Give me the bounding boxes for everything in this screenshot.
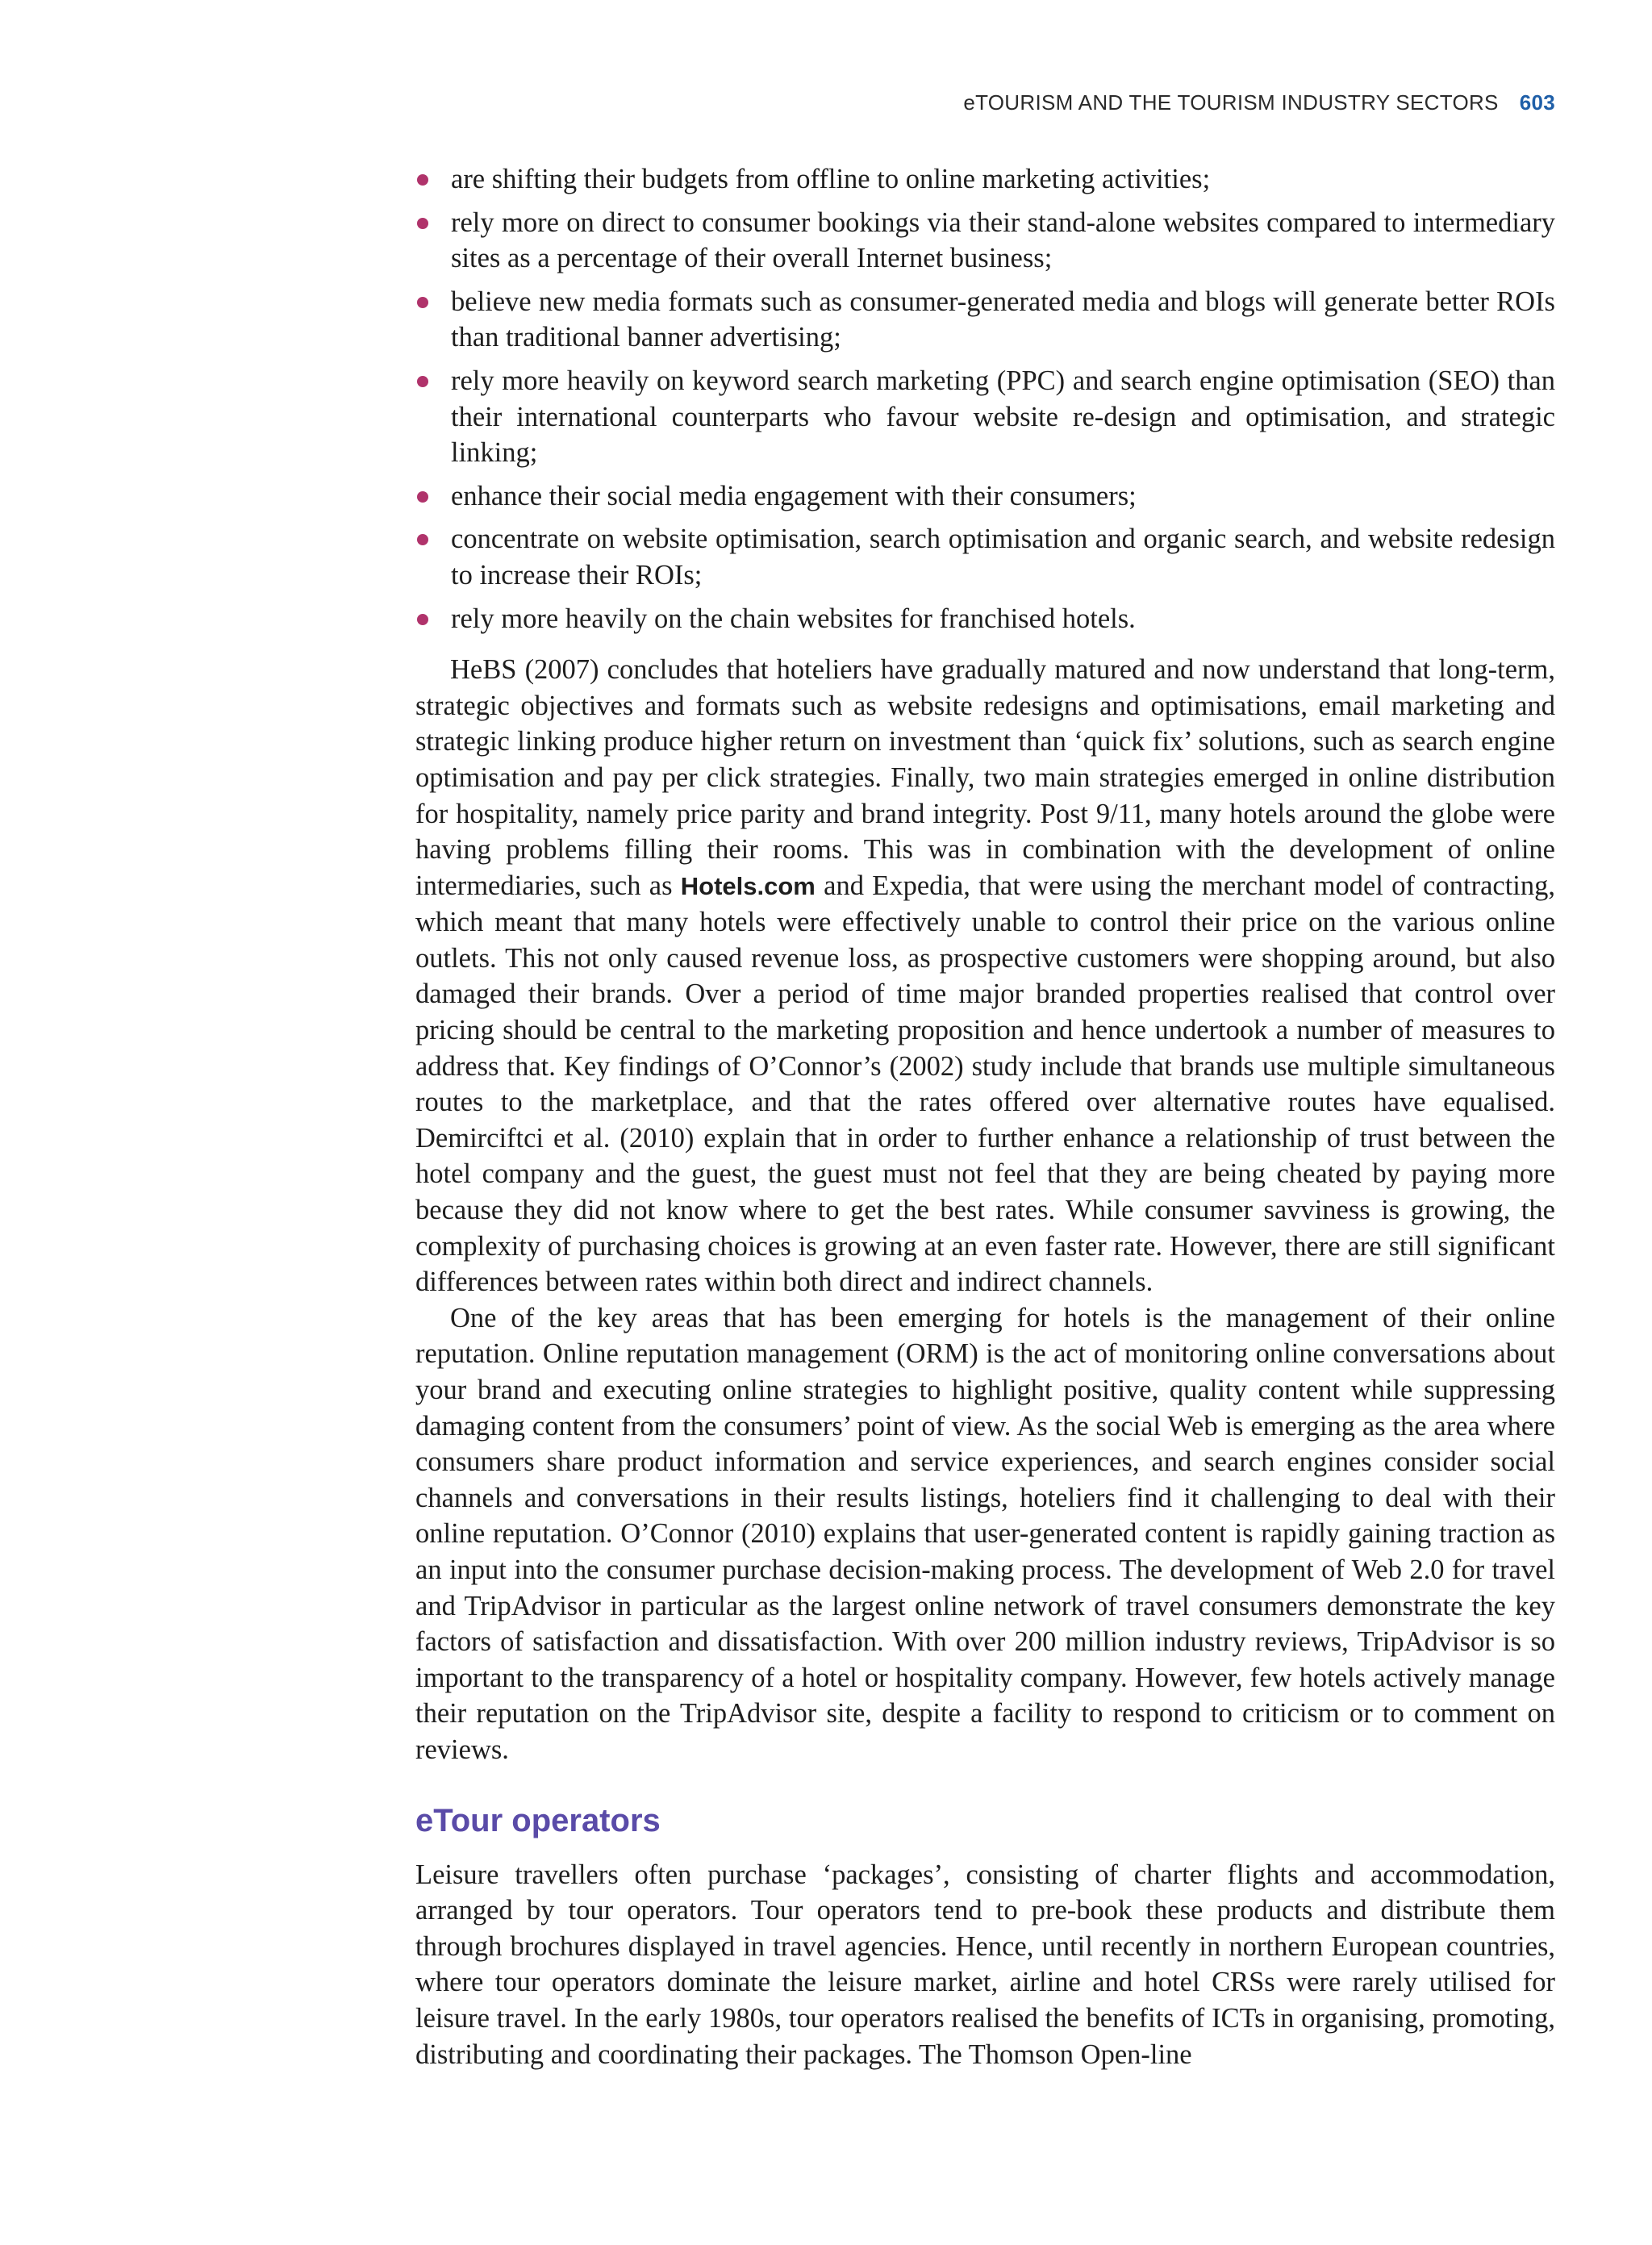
list-item	[415, 284, 1555, 356]
paragraph-text-continued: and Expedia, that were using the merchant model of contracting, which meant that many hotels were effectively unable to control their price on the various online outlets. This not only caused revenue loss, as prospective customers were shopping around, but also damaged their brands. Over a period of time major branded properties realised that control over pricing should be central to the marketing proposition and hence undertook a number of measures to address that. Key findings of O’Connor’s (2002) study include that brands use multiple simultaneous routes to the marketplace, and that the rates offered over alternative routes have equalised. Demirciftci et al. (2010) explain that in order to further enhance a relationship of trust between the hotel company and the guest, the guest must not feel that they are being cheated by paying more because they did not know where to get the best rates. While consumer savviness is growing, the complexity of purchasing choices is growing at an even faster rate. However, there are still significant differences between rates within both direct and indirect channels.	[415, 870, 1555, 1298]
section-heading: eTour operators	[415, 1802, 661, 1838]
bullet-list	[415, 161, 1555, 636]
list-item-text: enhance their social media engagement with their consumers;	[451, 480, 1137, 511]
list-item	[415, 205, 1555, 277]
bullet-icon	[417, 218, 428, 229]
paragraph-text: HeBS (2007) concludes that hoteliers have gradually matured and now understand that long-term, strategic objectives and formats such as website redesigns and optimisations, email marketing and strategic linking produce higher return on investment than ‘quick fix’ solutions, such as search engine optimisation and pay per click strategies. Finally, two main strategies emerged in online distribution for hospitality, namely price parity and brand integrity. Post 9/11, many hotels around the globe were having problems filling their rooms. This was in combination with the development of online intermediaries, such as	[415, 654, 1555, 901]
paragraph-tour-operators: Leisure travellers often purchase ‘packages’, consisting of charter flights and accommodation, arranged by tour operators. Tour operators tend to pre-book these products and distribute them through brochures displayed in travel agencies. Hence, until recently in northern European countries, where tour operators dominate the leisure market, airline and hotel CRSs were rarely utilised for leisure travel. In the early 1980s, tour operators realised the benefits of ICTs in organising, promoting, distributing and coordinating their packages. The Thomson Open-line	[415, 1859, 1555, 2070]
bullet-icon	[417, 534, 428, 545]
list-item	[415, 478, 1555, 515]
list-item-text: rely more heavily on the chain websites for franchised hotels.	[451, 603, 1136, 634]
hotels-com-name: Hotels.com	[680, 871, 816, 900]
page-body	[415, 161, 1555, 2072]
list-item-text: are shifting their budgets from offline to online marketing activities;	[451, 164, 1211, 194]
list-item	[415, 601, 1555, 637]
bullet-icon	[417, 614, 428, 625]
bullet-icon	[417, 297, 428, 308]
list-item-text: believe new media formats such as consumer-generated media and blogs will generate better ROIs than traditional banner advertising;	[451, 286, 1555, 353]
list-item-text: concentrate on website optimisation, search optimisation and organic search, and website redesign to increase their ROIs;	[451, 524, 1555, 590]
list-item	[415, 521, 1555, 593]
list-item-text: rely more heavily on keyword search marketing (PPC) and search engine optimisation (SEO) than their international counterparts who favour website re-design and optimisation, and strategic linking;	[451, 365, 1555, 469]
paragraph-hebs	[415, 652, 1555, 1300]
paragraph-orm: One of the key areas that has been emerging for hotels is the management of their online reputation. Online reputation management (ORM) is the act of monitoring online conversations about your brand and executing online strategies to highlight positive, quality content while suppressing damaging content from the consumers’ point of view. As the social Web is emerging as the area where consumers share product information and service experiences, and search engines consider social channels and conversations in their results listings, hoteliers find it challenging to deal with their online reputation. O’Connor (2010) explains that user-generated content is rapidly gaining traction as an input into the consumer purchase decision-making process. The development of Web 2.0 for travel and TripAdvisor in particular as the largest online network of travel consumers demonstrate the key factors of satisfaction and dissatisfaction. With over 200 million industry reviews, TripAdvisor is so important to the transparency of a hotel or hospitality company. However, few hotels actively manage their reputation on the TripAdvisor site, despite a facility to respond to criticism or to comment on reviews.	[415, 1302, 1555, 1765]
page-number: 603	[1519, 90, 1555, 115]
list-item-text: rely more on direct to consumer bookings via their stand-alone websites compared to intermediary sites as a percentage of their overall Internet business;	[451, 207, 1555, 274]
bullet-icon	[417, 376, 428, 387]
running-title: eTOURISM AND THE TOURISM INDUSTRY SECTORS	[963, 90, 1499, 115]
list-item	[415, 363, 1555, 471]
list-item	[415, 161, 1555, 198]
bullet-icon	[417, 491, 428, 503]
bullet-icon	[417, 174, 428, 186]
running-header	[0, 90, 1555, 115]
